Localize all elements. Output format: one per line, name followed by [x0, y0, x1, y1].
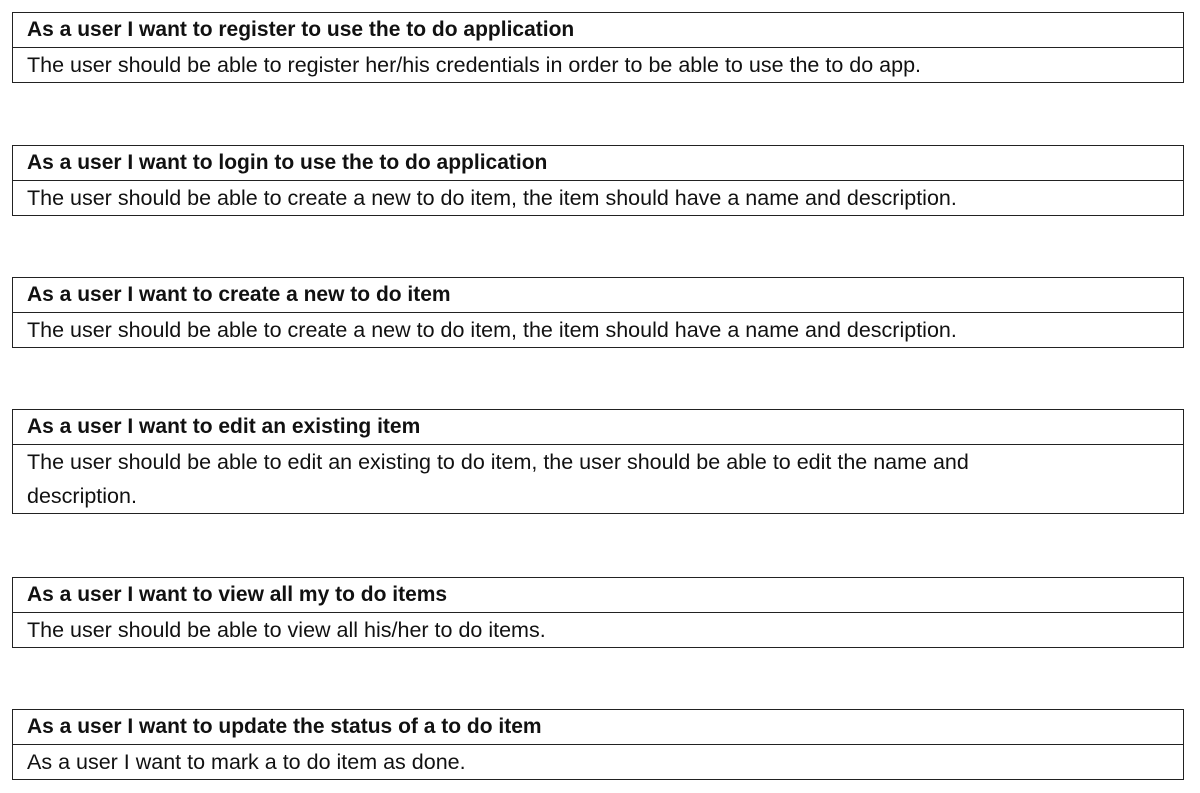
story-title: As a user I want to register to use the to do application — [13, 13, 1183, 48]
story-title: As a user I want to edit an existing item — [13, 410, 1183, 445]
story-description: The user should be able to register her/his credentials in order to be able to use the to do app. — [27, 53, 922, 77]
user-story-edit-item — [12, 409, 1184, 514]
user-story-update-status — [12, 709, 1184, 780]
story-title: As a user I want to update the status of a to do item — [13, 710, 1183, 745]
user-story-login — [12, 145, 1184, 216]
story-title: As a user I want to login to use the to do application — [13, 146, 1183, 181]
story-description: The user should be able to view all his/her to do items. — [27, 618, 546, 642]
story-title: As a user I want to create a new to do item — [13, 278, 1183, 313]
story-title: As a user I want to view all my to do items — [13, 578, 1183, 613]
story-description: The user should be able to edit an existing to do item, the user should be able to edit the name and description. — [27, 450, 969, 508]
story-description: The user should be able to create a new to do item, the item should have a name and description. — [27, 318, 957, 342]
story-description: The user should be able to create a new to do item, the item should have a name and description. — [27, 186, 957, 210]
user-story-view-items — [12, 577, 1184, 648]
user-story-create-item — [12, 277, 1184, 348]
user-story-register — [12, 12, 1184, 83]
story-description: As a user I want to mark a to do item as done. — [27, 750, 466, 774]
